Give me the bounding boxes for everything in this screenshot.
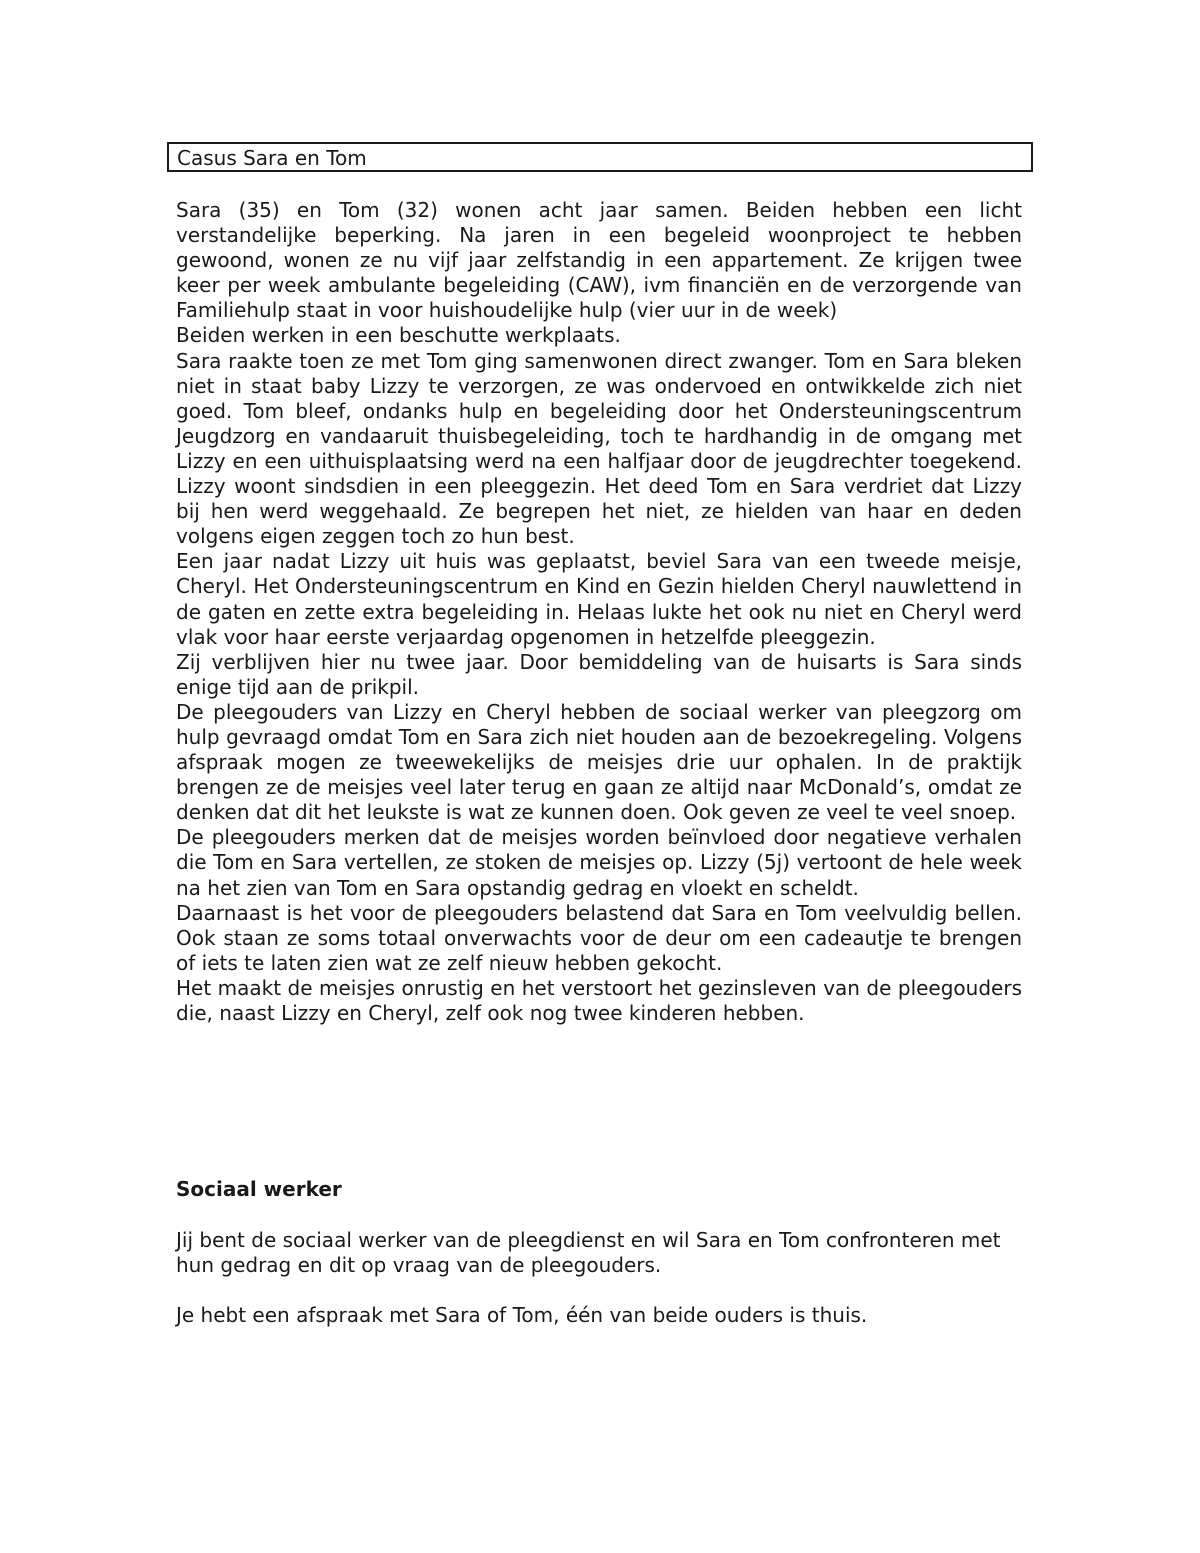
paragraph-calls: Daarnaast is het voor de pleegouders belastend dat Sara en Tom veelvuldig bellen. Ook staan ze soms totaal onverwachts voor de deur om een cadeautje te brengen of iets te laten zien wat ze zelf nieuw hebben gekocht. (176, 900, 1022, 975)
paragraph-visits: De pleegouders van Lizzy en Cheryl hebben de sociaal werker van pleegzorg om hulp gevraagd omdat Tom en Sara zich niet houden aan de bezoekregeling. Volgens afspraak mogen ze tweewekelijks de meisjes drie uur ophalen. In de praktijk brengen ze de meisjes veel later terug en gaan ze altijd naar McDonald’s, omdat ze denken dat dit het leukste is wat ze kunnen doen. Ook geven ze veel te veel snoep. (176, 699, 1022, 825)
document-title: Casus Sara en Tom (177, 146, 367, 170)
appointment-paragraph: Je hebt een afspraak met Sara of Tom, één van beide ouders is thuis. (176, 1303, 868, 1328)
paragraph-influence: De pleegouders merken dat de meisjes worden beïnvloed door negatieve verhalen die Tom en Sara vertellen, ze stoken de meisjes op. Lizzy (5j) vertoont de hele week na het zien van Tom en Sara opstandig gedrag en vloekt en scheldt. (176, 825, 1022, 900)
paragraph-family-life: Het maakt de meisjes onrustig en het verstoort het gezinsleven van de pleegouders die, naast Lizzy en Cheryl, zelf ook nog twee kinderen hebben. (176, 975, 1022, 1025)
title-box (167, 142, 1033, 172)
section-heading: Sociaal werker (176, 1177, 342, 1201)
assignment-paragraph: Jij bent de sociaal werker van de pleegdienst en wil Sara en Tom confronteren met hun gedrag en dit op vraag van de pleegouders. (176, 1228, 1001, 1278)
paragraph-cheryl: Een jaar nadat Lizzy uit huis was geplaatst, beviel Sara van een tweede meisje, Cheryl. Het Ondersteuningscentrum en Kind en Gezin hielden Cheryl nauwlettend in de gaten en zette extra begeleiding in. Helaas lukte het ook nu niet en Cheryl werd vlak voor haar eerste verjaardag opgenomen in hetzelfde pleeggezin. (176, 549, 1022, 649)
paragraph-stay: Zij verblijven hier nu twee jaar. Door bemiddeling van de huisarts is Sara sinds enige tijd aan de prikpil. (176, 649, 1022, 699)
paragraph-work: Beiden werken in een beschutte werkplaats. (176, 323, 621, 348)
paragraph-lizzy: Sara raakte toen ze met Tom ging samenwonen direct zwanger. Tom en Sara bleken niet in staat baby Lizzy te verzorgen, ze was ondervoed en ontwikkelde zich niet goed. Tom bleef, ondanks hulp en begeleiding door het Ondersteuningscentrum Jeugdzorg en vandaaruit thuisbegeleiding, toch te hardhandig in de omgang met Lizzy en een uithuisplaatsing werd na een halfjaar door de jeugdrechter toegekend. Lizzy woont sindsdien in een pleeggezin. Het deed Tom en Sara verdriet dat Lizzy bij hen werd weggehaald. Ze begrepen het niet, ze hielden van haar en deden volgens eigen zeggen toch zo hun best. (176, 348, 1022, 549)
assignment-text (176, 1228, 1022, 1328)
paragraph-intro: Sara (35) en Tom (32) wonen acht jaar samen. Beiden hebben een licht verstandelijke beperking. Na jaren in een begeleid woonproject te hebben gewoond, wonen ze nu vijf jaar zelfstandig in een appartement. Ze krijgen twee keer per week ambulante begeleiding (CAW), ivm financiën en de verzorgende van Familiehulp staat in voor huishoudelijke hulp (vier uur in de week) (176, 198, 1022, 323)
case-description (176, 198, 1022, 1026)
